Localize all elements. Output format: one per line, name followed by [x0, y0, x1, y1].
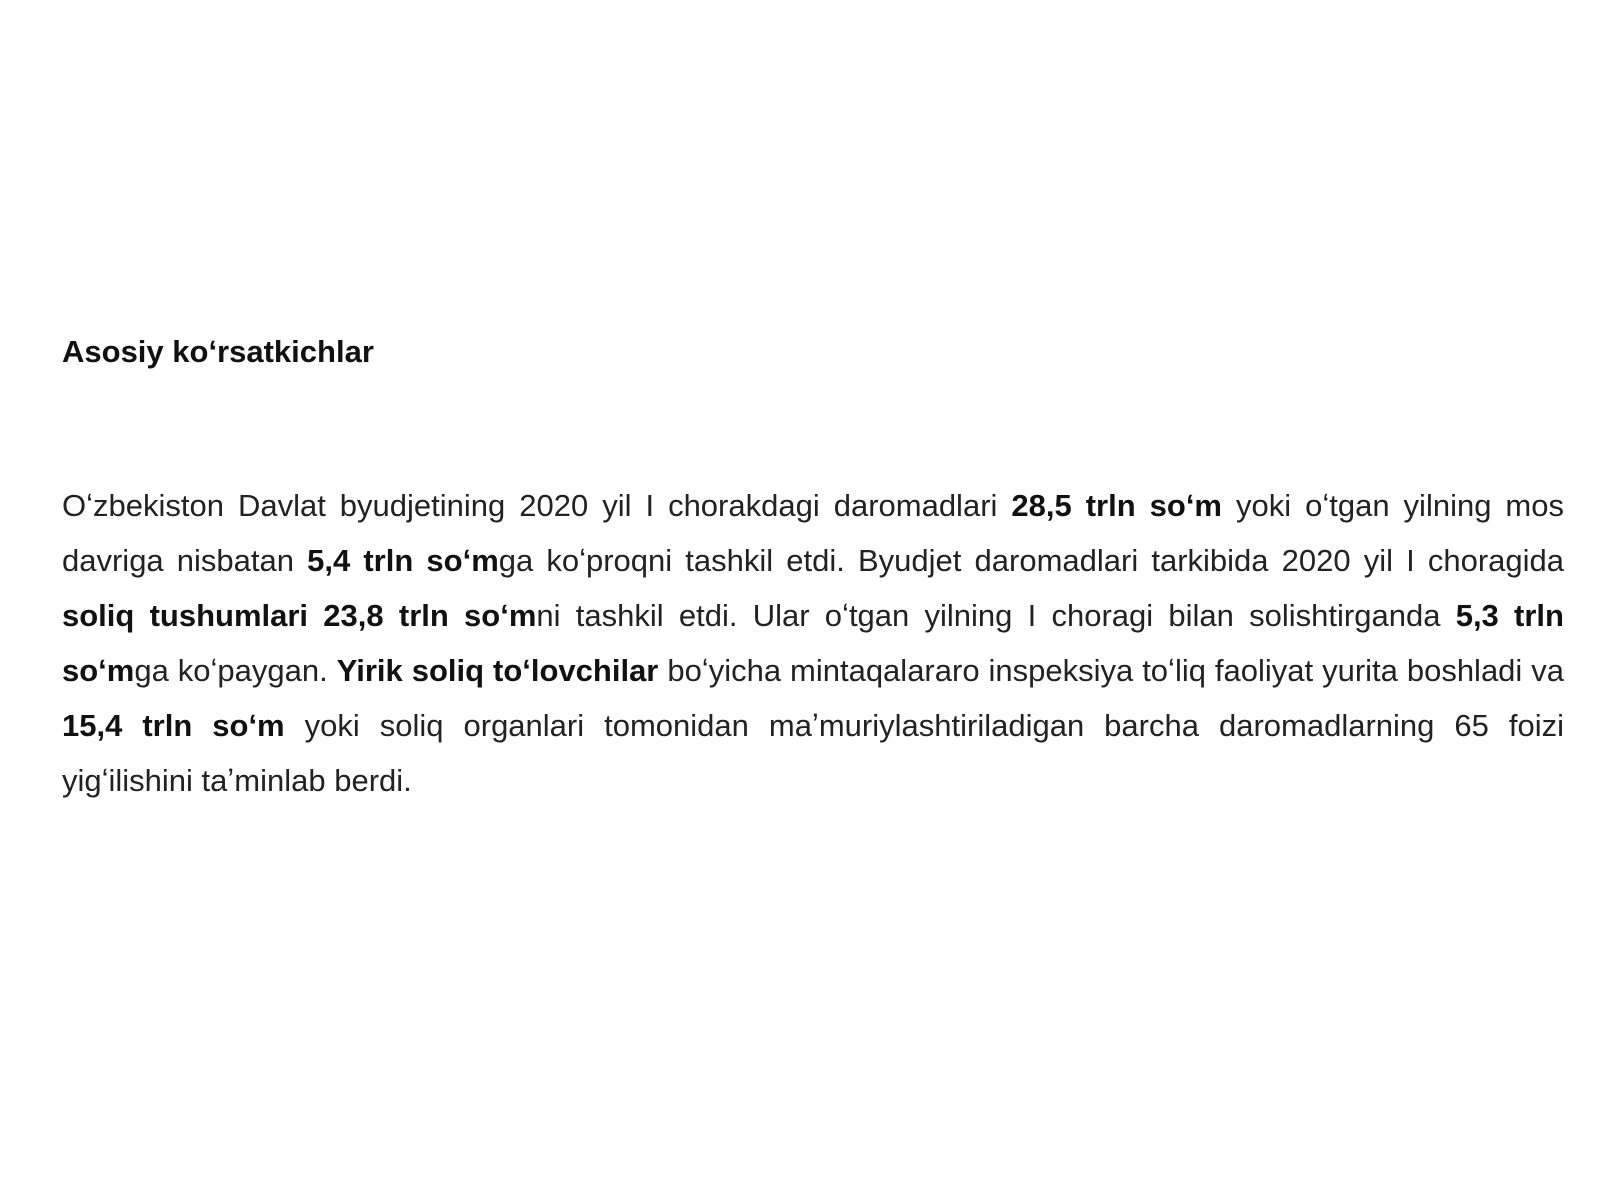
- paragraph-text-run: ga koʻpaygan.: [134, 653, 337, 688]
- section-heading: Asosiy koʻrsatkichlar: [62, 334, 374, 369]
- document-page: [62, 332, 1564, 808]
- paragraph-text-run: ni tashkil etdi. Ular oʻtgan yilning I choragi bilan solishtirganda: [536, 598, 1456, 633]
- highlighted-figure: 15,4 trln soʻm: [62, 708, 285, 743]
- paragraph-text-run: ga koʻproqni tashkil etdi. Byudjet daromadlari tarkibida 2020 yil I choragida: [498, 543, 1565, 578]
- highlighted-figure: soliq tushumlari 23,8 trln soʻm: [62, 598, 537, 633]
- body-paragraph: [62, 478, 1564, 808]
- highlighted-figure: 28,5 trln soʻm: [1011, 488, 1222, 523]
- highlighted-figure: 5,4 trln soʻm: [307, 543, 499, 578]
- highlighted-figure: 5,3 trln soʻm: [62, 598, 1564, 688]
- paragraph-text-run: yoki oʻtgan yilning mos davriga nisbatan: [62, 488, 1564, 578]
- paragraph-text-run: Oʻzbekiston Davlat byudjetining 2020 yil I chorakdagi daromadlari: [62, 488, 1012, 523]
- paragraph-text-run: boʻyicha mintaqalararo inspeksiya toʻliq faoliyat yurita boshladi va: [658, 653, 1565, 688]
- highlighted-phrase: Yirik soliq toʻlovchilar: [336, 653, 659, 688]
- paragraph-text-run: yoki soliq organlari tomonidan maʼmuriylashtiriladigan barcha daromadlarning 65 foizi yigʻilishini taʼminlab berdi.: [62, 708, 1564, 798]
